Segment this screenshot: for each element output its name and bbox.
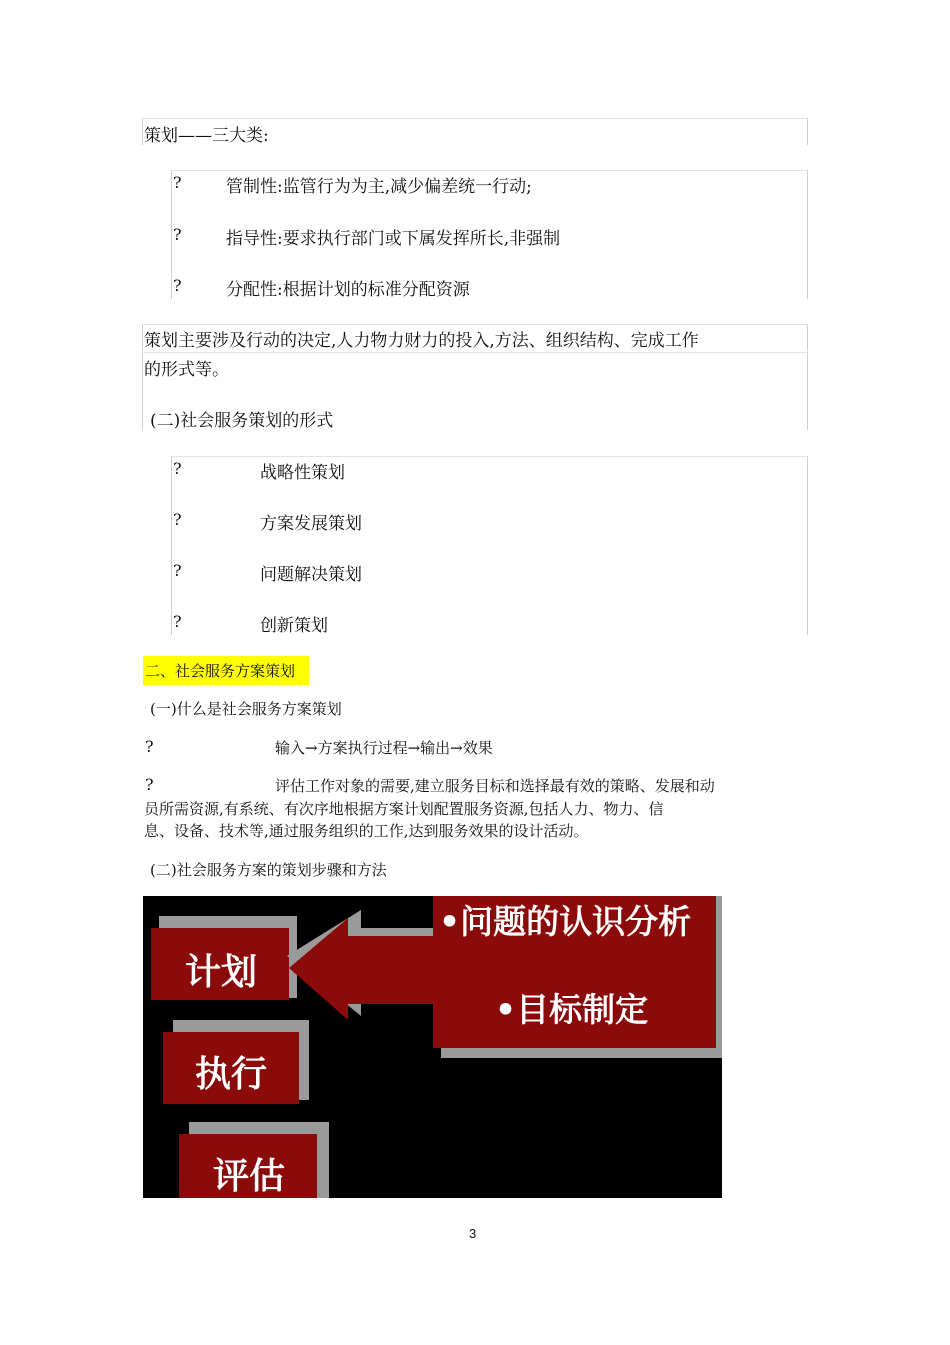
bullet-marker: ?: [173, 173, 182, 192]
paragraph-line: 的形式等。: [144, 360, 229, 380]
bullet-marker: ?: [173, 561, 182, 580]
execute-label: 执行: [195, 1053, 268, 1095]
definition-line: 息、设备、技术等,通过服务组织的工作,达到服务效果的设计活动。: [144, 822, 589, 840]
section2-heading: 二、社会服务方案策划: [143, 656, 309, 685]
bullet-marker: ?: [145, 775, 154, 794]
bullet-marker: ?: [173, 612, 182, 631]
form-item: 战略性策划: [260, 463, 345, 483]
goal-bullet: •目标制定: [495, 990, 649, 1029]
category-item: 指导性:要求执行部门或下属发挥所长,非强制: [226, 229, 561, 249]
planning-slide: [143, 896, 722, 1198]
form-item: 方案发展策划: [260, 514, 362, 534]
definition-line: 评估工作对象的需要,建立服务目标和选择最有效的策略、发展和动: [275, 777, 715, 795]
section2-sub2: (二)社会服务方案的策划步骤和方法: [150, 861, 387, 879]
page-number: 3: [469, 1226, 477, 1241]
bullet-marker: ?: [173, 459, 182, 478]
goal-bullet: •问题的认识分析: [439, 902, 692, 941]
bullet-marker: ?: [173, 225, 182, 244]
flow-text: 输入→方案执行过程→输出→效果: [275, 739, 493, 757]
category-item: 管制性:监管行为为主,减少偏差统一行动;: [226, 177, 532, 197]
section1-heading: 策划——三大类:: [144, 126, 269, 146]
definition-line: 员所需资源,有系统、有次序地根据方案计划配置服务资源,包括人力、物力、信: [144, 800, 664, 818]
category-item: 分配性:根据计划的标准分配资源: [226, 280, 470, 300]
bullet-marker: ?: [173, 276, 182, 295]
form-item: 创新策划: [260, 616, 328, 636]
subheading: (二)社会服务策划的形式: [150, 411, 334, 431]
bullet-marker: ?: [145, 737, 154, 756]
bullet-marker: ?: [173, 510, 182, 529]
evaluate-label: 评估: [213, 1155, 286, 1197]
paragraph-line: 策划主要涉及行动的决定,人力物力财力的投入,方法、组织结构、完成工作: [144, 331, 699, 351]
section2-sub1: (一)什么是社会服务方案策划: [150, 700, 342, 718]
plan-label: 计划: [185, 951, 258, 993]
form-item: 问题解决策划: [260, 565, 362, 585]
